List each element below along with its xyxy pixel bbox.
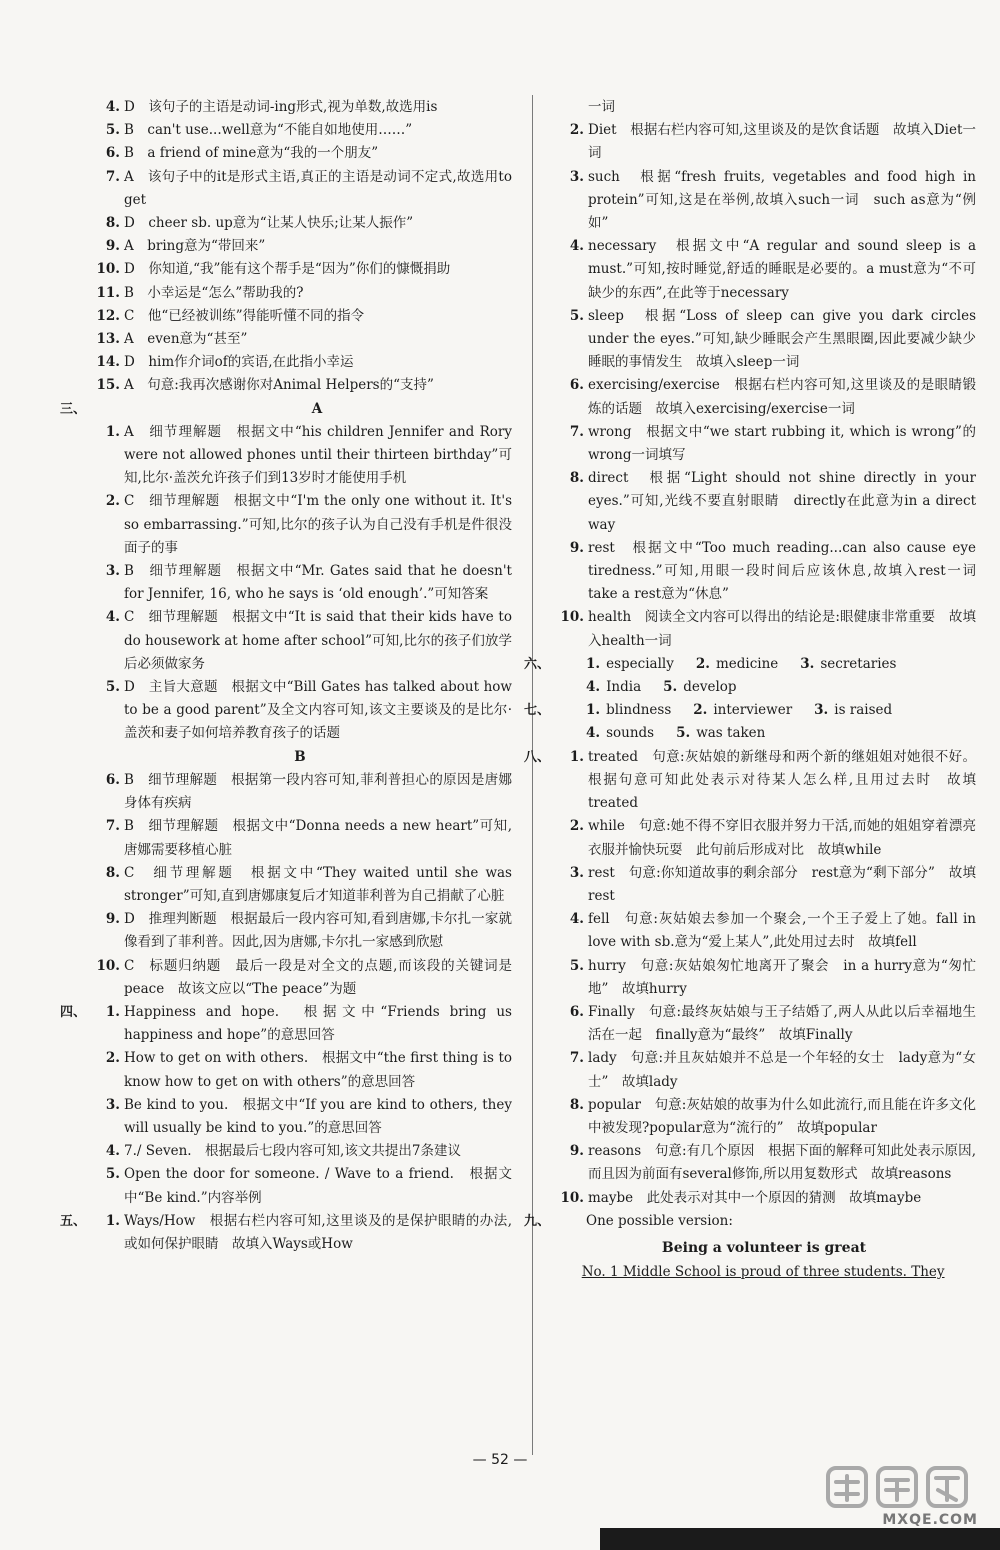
item-number: 6. (569, 1003, 584, 1020)
item-number: 4. (105, 1143, 120, 1160)
answer-item (552, 467, 976, 537)
answer-row (524, 699, 976, 722)
answer-row (524, 653, 976, 676)
item-number: 8. (569, 1096, 584, 1113)
answer-item (88, 955, 512, 1001)
item-number: 5. (663, 679, 678, 696)
answer-continuation (552, 96, 976, 119)
answer-item (88, 328, 512, 351)
item-text: B 细节理解题 根据第一段内容可知,菲利普担心的原因是唐娜身体有疾病 (124, 771, 512, 812)
answer-item (60, 1001, 512, 1047)
answer-item (552, 421, 976, 467)
answer-item (552, 537, 990, 607)
item-number: 6. (105, 771, 120, 788)
item-number: 12. (96, 307, 120, 324)
item-number: 13. (96, 331, 120, 348)
item-number: 7. (569, 1050, 584, 1067)
answer-item (88, 374, 512, 397)
answer-item (88, 862, 512, 908)
answer-item (552, 1187, 976, 1210)
section-number: 四、 (60, 1004, 87, 1020)
item-number: 10. (96, 957, 120, 974)
answer-pair (800, 653, 896, 676)
answer-item (552, 606, 976, 652)
item-text: popular 句意:灰姑娘的故事为什么如此流行,而且能在许多文化中被发现?popular意为“流行的” 故填popular (588, 1096, 976, 1136)
answer-item (552, 374, 976, 420)
item-text: A 细节理解题 根据文中“his children Jennifer and Rory were not allowed phones until their thirteen birthday”可知,比尔·盖茨允许孩子们到13岁时才能使用手机 (124, 423, 512, 487)
answer-item (88, 815, 512, 861)
item-text: A 句意:我再次感谢你对Animal Helpers的“支持” (124, 377, 434, 394)
answer-item (552, 955, 976, 1001)
item-text: is raised (834, 702, 893, 719)
answer-item (88, 1094, 512, 1140)
item-text: lady 句意:并且灰姑娘并不总是一个年轻的女士 lady意为“女士” 故填lady (588, 1050, 976, 1090)
answer-item (552, 119, 976, 165)
section-number: 八、 (524, 749, 551, 765)
item-text: B 细节理解题 根据文中“Donna needs a new heart”可知,唐娜需要移植心脏 (124, 818, 512, 858)
item-text: was taken (696, 725, 766, 742)
item-number: 14. (96, 354, 120, 371)
item-number: 9. (105, 238, 120, 255)
answer-item (88, 769, 512, 815)
answer-pair (663, 676, 736, 699)
item-number: 3. (105, 563, 120, 580)
item-number: 10. (560, 609, 584, 626)
answer-item (552, 235, 976, 305)
item-text: Happiness and hope. 根据文中“Friends bring us happiness and hope”的意思回答 (124, 1003, 512, 1044)
right-column (524, 96, 990, 1283)
item-number: 2. (695, 655, 710, 672)
item-text: Open the door for someone. / Wave to a friend. 根据文中“Be kind.”内容举例 (124, 1166, 512, 1206)
answer-pair (814, 699, 892, 722)
item-number: 1. (105, 1003, 120, 1020)
essay-first-line: No. 1 Middle School is proud of three students. They (581, 1263, 945, 1280)
item-text: C 细节理解题 根据文中“They waited until she was stronger”可知,直到唐娜康复后才知道菲利普为自己捐献了心脏 (124, 864, 512, 904)
answer-item (88, 96, 512, 119)
item-number: 11. (96, 284, 120, 301)
item-number: 1. (105, 423, 120, 440)
item-number: 3. (814, 702, 829, 719)
answer-row (552, 676, 976, 699)
section-number: 三、 (60, 401, 87, 417)
section-number: 六、 (524, 656, 551, 672)
item-text: exercising/exercise 根据右栏内容可知,这里谈及的是眼睛锻炼的话题 故填入exercising/exercise一词 (588, 377, 976, 417)
item-number: 1. (105, 1212, 120, 1229)
item-text: reasons 句意:有几个原因 根据下面的解释可知此处表示原因,而且因为前面有several修饰,所以用复数形式 故填reasons (588, 1143, 976, 1183)
item-text: sleep 根据“Loss of sleep can give you dark circles under the eyes.”可知,缺少睡眠会产生黑眼圈,因此要减少缺少睡眠的事情发生 故填入sleep一词 (588, 307, 976, 371)
item-number: 9. (105, 911, 120, 928)
answer-item (88, 676, 512, 746)
answer-item (552, 862, 976, 908)
item-text: wrong 根据文中“we start rubbing it, which is wrong”的wrong一词填写 (588, 423, 976, 464)
item-number: 7. (569, 423, 584, 440)
answer-pair (586, 722, 654, 745)
answer-item (552, 1001, 976, 1047)
item-text: D 主旨大意题 根据文中“Bill Gates has talked about how to be a good parent”及全文内容可知,该文主要谈及的是比尔·盖茨和妻子如何培养教育孩子的话题 (124, 679, 512, 742)
item-number: 6. (105, 145, 120, 162)
item-text: D 你知道,“我”能有这个帮手是“因为”你们的慷慨捐助 (124, 261, 451, 278)
item-text: A bring意为“带回来” (124, 238, 266, 255)
answer-item (552, 305, 976, 375)
item-number: 4. (586, 679, 601, 696)
item-number: 10. (560, 1189, 584, 1206)
item-text: C 标题归纳题 最后一段是对全文的点题,而该段的关键词是peace 故该文应以“The peace”为题 (124, 957, 512, 997)
item-text: interviewer (713, 702, 793, 719)
answer-item (88, 1140, 512, 1163)
item-text: develop (683, 679, 737, 696)
answer-item (88, 235, 512, 258)
item-number: 3. (800, 655, 815, 672)
page-number: — 52 — (472, 1452, 528, 1468)
item-number: 7. (105, 818, 120, 835)
section-number: 九、 (524, 1213, 551, 1229)
item-number: 9. (569, 539, 584, 556)
item-text: C 细节理解题 根据文中“I'm the only one without it. It's so embarrassing.”可知,比尔的孩子认为自己没有手机是件很没面子的事 (124, 493, 512, 556)
item-number: 1. (569, 748, 584, 765)
section-heading (60, 398, 512, 421)
item-text: while 句意:她不得不穿旧衣服并努力干活,而她的姐姐穿着漂亮衣服并愉快玩耍 此句前后形成对比 故填while (588, 818, 976, 858)
answer-item (60, 1210, 512, 1256)
item-number: 4. (105, 609, 120, 626)
item-number: 2. (105, 493, 120, 510)
item-text: How to get on with others. 根据文中“the first thing is to know how to get on with others”的意思回答 (124, 1050, 512, 1090)
left-column (60, 96, 512, 1256)
item-text: A 该句子中的it是形式主语,真正的主语是动词不定式,故选用to get (124, 168, 512, 208)
item-number: 2. (693, 702, 708, 719)
item-text: rest 根据文中“Too much reading...can also cause eye tiredness.”可知,用眼一段时间后应该休息,故填入rest一词 take a rest意为“休息” (588, 539, 990, 603)
column-divider (532, 95, 533, 1455)
item-text: maybe 此处表示对其中一个原因的猜测 故填maybe (588, 1189, 922, 1206)
item-text: Diet 根据右栏内容可知,这里谈及的是饮食话题 故填入Diet一词 (588, 122, 976, 162)
item-text: One possible version: (586, 1212, 733, 1229)
item-number: 5. (676, 725, 691, 742)
answer-row (552, 722, 976, 745)
answer-item (88, 1163, 512, 1209)
answer-item (88, 421, 512, 491)
item-text: B 细节理解题 根据文中“Mr. Gates said that he doesn't for Jennifer, 16, who he says is ‘old enough’.”可知答案 (124, 563, 512, 603)
item-text: Finally 句意:最终灰姑娘与王子结婚了,两人从此以后幸福地生活在一起 finally意为“最终” 故填Finally (588, 1003, 976, 1044)
item-text: D 推理判断题 根据最后一段内容可知,看到唐娜,卡尔扎一家就像看到了菲利普。因此,因为唐娜,卡尔扎一家感到欣慰 (124, 911, 512, 951)
item-number: 3. (569, 864, 584, 881)
answer-item (88, 305, 512, 328)
item-text: Be kind to you. 根据文中“If you are kind to others, they will usually be kind to you.”的意思回答 (124, 1096, 512, 1136)
item-number: 7. (105, 168, 120, 185)
passage-label: B (294, 748, 306, 765)
item-number: 5. (569, 307, 584, 324)
answer-item (88, 490, 512, 560)
answer-pair (586, 699, 671, 722)
item-text: 一词 (588, 99, 615, 115)
answer-item (552, 908, 976, 954)
bottom-scan-bar (600, 1528, 1000, 1550)
answer-item (524, 746, 976, 816)
watermark-logo-icon (822, 1460, 972, 1520)
item-text: sounds (606, 725, 655, 742)
item-number: 2. (569, 818, 584, 835)
item-number: 4. (569, 238, 584, 255)
answer-item (88, 119, 512, 142)
item-text: blindness (606, 702, 672, 719)
answer-item (88, 142, 512, 165)
item-text: treated 句意:灰姑娘的新继母和两个新的继姐姐对她很不好。根据句意可知此处表示对待某人怎么样,且用过去时 故填treated (588, 748, 976, 812)
answer-item (88, 606, 512, 676)
item-number: 1. (586, 702, 601, 719)
item-text: especially (606, 655, 674, 672)
item-text: such 根据“fresh fruits, vegetables and food high in protein”可知,这是在举例,故填入such一词 such as意为“例如” (588, 168, 976, 232)
item-text: rest 句意:你知道故事的剩余部分 rest意为“剩下部分” 故填rest (588, 864, 976, 904)
item-text: B a friend of mine意为“我的一个朋友” (124, 145, 379, 162)
item-number: 6. (569, 377, 584, 394)
section-number: 五、 (60, 1213, 87, 1229)
watermark-text: MXQE.COM (882, 1512, 978, 1528)
item-number: 3. (105, 1096, 120, 1113)
item-number: 5. (105, 122, 120, 139)
answer-item (88, 212, 512, 235)
item-number: 3. (569, 168, 584, 185)
answer-pair (586, 676, 641, 699)
item-number: 5. (105, 679, 120, 696)
answer-item (552, 1047, 976, 1093)
answer-pair (696, 653, 778, 676)
item-number: 8. (105, 864, 120, 881)
item-number: 5. (105, 1166, 120, 1183)
item-text: necessary 根据文中“A regular and sound sleep is a must.”可知,按时睡觉,舒适的睡眠是必要的。a must意为“不可缺少的东西”,在此等于necessary (588, 238, 976, 301)
item-text: health 阅读全文内容可以得出的结论是:眼健康非常重要 故填入health一词 (588, 609, 976, 649)
answer-item (552, 166, 976, 236)
answer-item (88, 258, 512, 281)
item-number: 4. (105, 99, 120, 115)
item-number: 1. (586, 655, 601, 672)
answer-item (88, 1047, 512, 1093)
item-text: B 小幸运是“怎么”帮助我的? (124, 284, 304, 301)
item-text: D him作介词of的宾语,在此指小幸运 (124, 354, 354, 371)
item-text: A even意为“甚至” (124, 331, 248, 348)
item-text: direct 根据“Light should not shine directly in your eyes.”可知,光线不要直射眼睛 directly在此意为in a direct way (588, 470, 976, 533)
answer-item (552, 1140, 976, 1186)
item-number: 5. (569, 957, 584, 974)
item-number: 8. (105, 215, 120, 232)
answer-item (552, 815, 976, 861)
answer-item (88, 351, 512, 374)
answer-pair (586, 653, 674, 676)
answer-pair (693, 699, 792, 722)
item-text: D cheer sb. up意为“让某人快乐;让某人振作” (124, 215, 414, 232)
item-number: 4. (586, 725, 601, 742)
item-text: C 他“已经被训练”得能听懂不同的指令 (124, 307, 365, 324)
item-number: 4. (569, 911, 584, 928)
answer-pair (676, 722, 765, 745)
item-text: medicine (715, 655, 779, 672)
item-text: B can't use...well意为“不能自如地使用……” (124, 122, 413, 139)
section-heading (524, 1210, 976, 1233)
answer-item (88, 166, 512, 212)
item-text: secretaries (820, 655, 897, 672)
answer-item (88, 560, 512, 606)
item-text: C 细节理解题 根据文中“It is said that their kids have to do housework at home after school”可知,比尔的孩子们放学后必须做家务 (124, 609, 512, 672)
section-number: 七、 (524, 703, 551, 719)
item-number: 2. (105, 1050, 120, 1067)
passage-label: A (311, 400, 323, 417)
item-number: 2. (569, 122, 584, 139)
item-number: 10. (96, 261, 120, 278)
item-text: fell 句意:灰姑娘去参加一个聚会,一个王子爱上了她。fall in love with sb.意为“爱上某人”,此处用过去时 故填fell (588, 911, 976, 951)
answer-item (88, 282, 512, 305)
item-number: 8. (569, 470, 584, 487)
right-column-items (524, 96, 990, 1233)
item-number: 9. (569, 1143, 584, 1160)
answer-item (552, 1094, 976, 1140)
item-text: India (606, 679, 642, 696)
answer-item (88, 908, 512, 954)
essay-title: Being a volunteer is great (661, 1239, 867, 1256)
item-text: Ways/How 根据右栏内容可知,这里谈及的是保护眼睛的办法,或如何保护眼睛 故填入Ways或How (124, 1212, 512, 1252)
item-text: hurry 句意:灰姑娘匆忙地离开了聚会 in a hurry意为“匆忙地” 故填hurry (588, 957, 976, 997)
item-text: D 该句子的主语是动词-ing形式,视为单数,故选用is (124, 99, 438, 115)
item-number: 15. (96, 377, 120, 394)
item-text: 7./ Seven. 根据最后七段内容可知,该文共提出7条建议 (124, 1143, 461, 1160)
